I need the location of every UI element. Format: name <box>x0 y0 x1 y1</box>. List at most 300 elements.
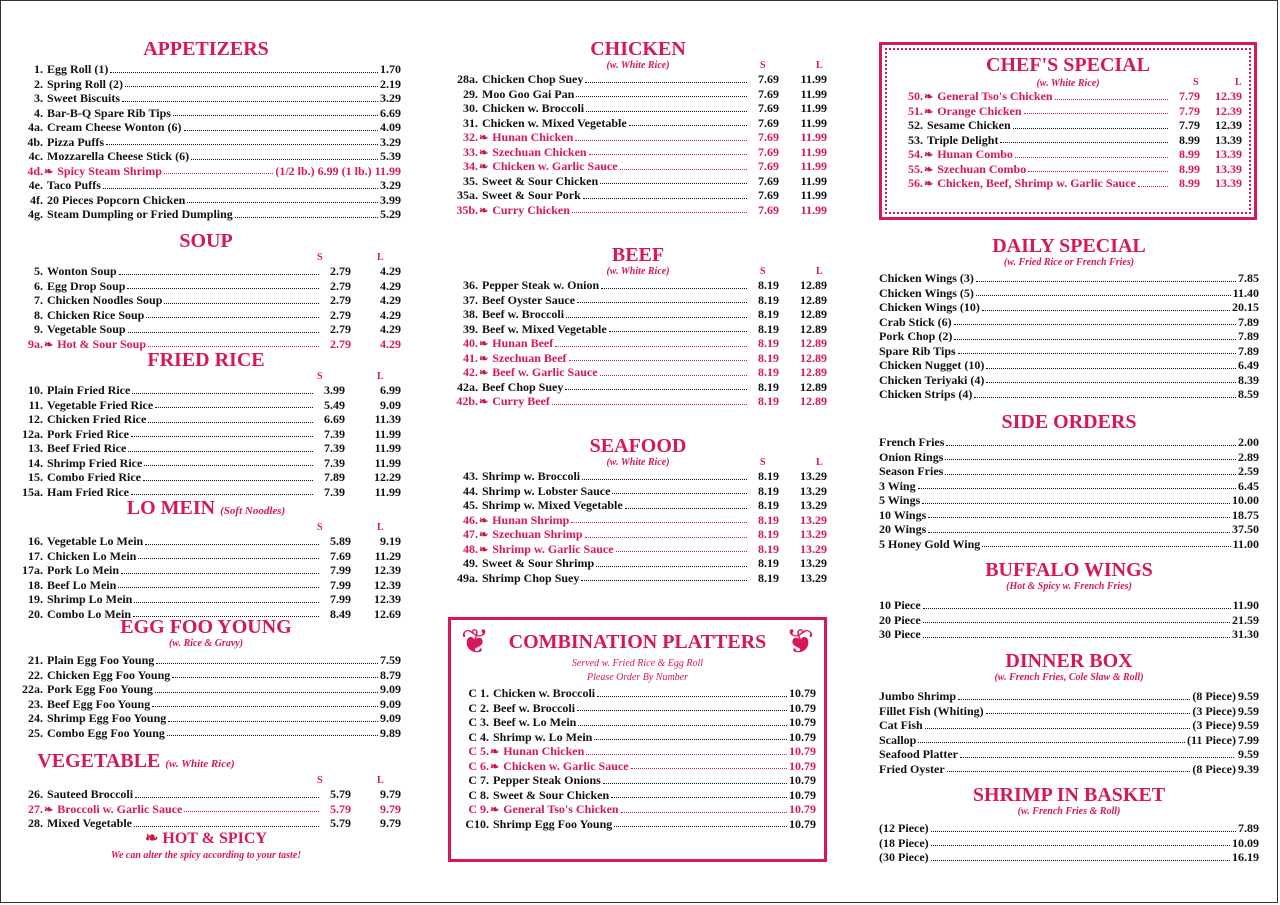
menu-item-row <box>448 394 827 409</box>
menu-item-row <box>895 89 1242 104</box>
size-small-label: S <box>760 60 766 71</box>
dot-leader <box>589 154 747 155</box>
menu-item-row <box>879 598 1259 613</box>
item-price: 16.19 <box>1232 850 1259 864</box>
price-small: 7.69 <box>758 144 779 159</box>
menu-item-row <box>448 469 827 484</box>
item-number: 3. <box>34 91 43 105</box>
item-price: 3.29 <box>380 134 401 149</box>
menu-item-row <box>21 787 401 802</box>
price-small: 7.69 <box>758 188 779 202</box>
price-small: 2.79 <box>330 336 351 351</box>
item-number: 11. <box>28 397 43 412</box>
menu-item-row <box>21 178 401 193</box>
menu-item-row <box>448 203 827 218</box>
item-quantity: (3 Piece) <box>1192 703 1236 718</box>
chicken-note: (w. White Rice) <box>606 60 670 71</box>
price-size-header <box>448 266 827 278</box>
item-name: Plain Egg Foo Young <box>47 653 155 667</box>
item-name: Fillet Fish (Whiting) <box>879 703 984 718</box>
dot-leader <box>946 445 1236 446</box>
item-name: Chicken Nugget (10) <box>879 358 985 372</box>
price-large: 11.29 <box>374 548 401 563</box>
item-number: C 3. <box>468 715 489 729</box>
item-price: 6.69 <box>380 105 401 120</box>
menu-item-row <box>461 715 816 730</box>
size-small-label: S <box>1193 77 1199 88</box>
item-name: Hunan Chicken <box>503 744 585 758</box>
pepper-icon: ❧ <box>44 338 54 351</box>
item-number: 52. <box>908 118 923 132</box>
item-price: 9.89 <box>380 725 401 740</box>
price-large: 13.39 <box>1215 147 1242 161</box>
menu-item-row <box>21 62 401 77</box>
price-small: 8.99 <box>1179 147 1200 161</box>
dot-leader <box>156 663 378 664</box>
size-small-label: S <box>317 371 323 382</box>
pepper-icon: ❧ <box>924 149 934 161</box>
item-quantity: (8 Piece) <box>1192 761 1236 776</box>
item-price: 10.79 <box>789 729 816 744</box>
item-number: 15a. <box>22 484 43 499</box>
item-name: Chicken w. Mixed Vegetable <box>482 115 627 130</box>
price-large: 4.29 <box>380 278 401 293</box>
dot-leader <box>625 508 747 509</box>
price-small: 7.69 <box>758 173 779 188</box>
chefs-special-box <box>879 42 1257 220</box>
item-name: Shrimp w. Lo Mein <box>493 729 593 744</box>
dot-leader <box>168 721 378 722</box>
item-name: Chicken Wings (10) <box>879 300 980 314</box>
dot-leader <box>146 317 319 318</box>
menu-item-row <box>21 682 401 697</box>
pepper-icon: ❧ <box>44 803 54 816</box>
item-name: Broccoli w. Garlic Sauce <box>57 801 183 816</box>
dot-leader <box>106 144 378 145</box>
item-number: 35. <box>463 173 478 188</box>
item-name: Shrimp w. Garlic Sauce <box>492 541 614 556</box>
dot-leader <box>931 845 1230 846</box>
section-title-chefs-special: CHEF'S SPECIAL <box>986 54 1150 76</box>
item-name: Spring Roll (2) <box>47 76 124 91</box>
item-name: Egg Drop Soup <box>47 278 126 293</box>
menu-item-row <box>448 498 827 513</box>
dot-leader <box>581 580 747 581</box>
item-price: 10.79 <box>789 802 816 816</box>
item-number: 37. <box>463 292 478 307</box>
dot-leader <box>585 82 747 83</box>
section-title-appetizers: APPETIZERS <box>143 38 269 60</box>
item-price: 2.19 <box>380 76 401 91</box>
menu-item-row <box>879 464 1259 479</box>
item-price: 1.70 <box>380 62 401 76</box>
item-number: 14. <box>28 455 43 470</box>
dot-leader <box>923 608 1231 609</box>
item-name: 20 Wings <box>879 522 927 536</box>
item-price: 11.00 <box>1232 536 1259 551</box>
price-large: 13.29 <box>800 483 827 498</box>
swirl-ornament-icon: ❦ <box>785 624 815 661</box>
item-number: 24. <box>28 711 43 725</box>
dot-leader <box>954 339 1236 340</box>
seafood-list <box>448 457 827 585</box>
item-number: 55. <box>908 161 923 176</box>
item-name: Vegetable Lo Mein <box>47 534 144 548</box>
price-large: 13.29 <box>800 527 827 541</box>
item-number: 41. <box>463 350 478 365</box>
dot-leader <box>597 696 787 697</box>
item-name: Sweet & Sour Pork <box>482 188 581 202</box>
item-price: 8.79 <box>380 667 401 682</box>
dot-leader <box>155 692 378 693</box>
item-number: 26. <box>28 787 43 801</box>
size-large-label: L <box>1235 77 1242 88</box>
pepper-icon: ❧ <box>490 746 500 758</box>
price-large: 13.29 <box>800 556 827 570</box>
item-number: 34. <box>463 159 478 173</box>
price-size-header <box>21 522 401 534</box>
section-title-chicken: CHICKEN <box>590 38 686 60</box>
item-price: 7.89 <box>1238 314 1259 329</box>
dot-leader <box>931 860 1230 861</box>
price-large: 11.99 <box>374 441 401 455</box>
menu-item-row <box>895 176 1242 191</box>
dot-leader <box>122 101 378 102</box>
dot-leader <box>576 96 747 97</box>
price-large: 11.99 <box>800 130 827 144</box>
price-small: 8.19 <box>758 483 779 498</box>
dot-leader <box>1028 171 1168 172</box>
item-number: 22. <box>28 667 43 682</box>
dot-leader <box>164 173 273 174</box>
item-number: 12a. <box>22 426 43 441</box>
dot-leader <box>1024 113 1168 114</box>
item-name: Shrimp Egg Foo Young <box>493 816 613 831</box>
price-large: 4.29 <box>380 264 401 278</box>
size-small-label: S <box>760 457 766 468</box>
item-number: 49. <box>463 556 478 570</box>
item-number: 43. <box>463 469 478 483</box>
price-small: 7.39 <box>324 441 345 455</box>
dot-leader <box>600 183 747 184</box>
item-number: 23. <box>28 696 43 711</box>
item-number: C 1. <box>468 686 489 700</box>
menu-item-row <box>21 264 401 279</box>
dot-leader <box>578 725 787 726</box>
item-price: 7.89 <box>1238 821 1259 835</box>
price-large: 12.89 <box>800 379 827 394</box>
price-small: 8.19 <box>758 278 779 292</box>
menu-item-row <box>21 578 401 593</box>
chefs-special-list <box>895 77 1242 191</box>
price-small: 8.19 <box>758 469 779 483</box>
item-name: Hot & Sour Soup <box>57 336 147 351</box>
dot-leader <box>1138 186 1168 187</box>
item-number: 19. <box>28 592 43 606</box>
menu-item-row <box>895 133 1242 148</box>
shrimp-basket-list <box>879 821 1259 865</box>
menu-item-row <box>879 508 1259 523</box>
dot-leader <box>187 202 378 203</box>
item-price: 18.75 <box>1232 507 1259 522</box>
menu-item-row <box>21 441 401 456</box>
section-title-shrimp-basket: SHRIMP IN BASKET <box>972 784 1166 806</box>
section-title-combination: COMBINATION PLATTERS <box>508 631 767 653</box>
dot-leader <box>1000 142 1168 143</box>
price-small: 8.19 <box>758 365 779 379</box>
item-name: Mozzarella Cheese Stick (6) <box>47 149 190 163</box>
menu-item-row <box>21 106 401 121</box>
item-number: 4e. <box>28 178 43 192</box>
item-price: 7.59 <box>380 653 401 667</box>
price-small: 7.39 <box>324 426 345 441</box>
beef-list <box>448 266 827 409</box>
menu-item-row <box>448 365 827 380</box>
item-number: 13. <box>28 441 43 455</box>
price-small: 7.79 <box>1179 89 1200 103</box>
price-large: 11.39 <box>374 412 401 426</box>
item-name: Chicken Egg Foo Young <box>47 667 171 682</box>
item-number: C 2. <box>468 700 489 715</box>
menu-item-row <box>21 563 401 578</box>
item-name: Curry Beef <box>492 394 550 408</box>
item-name: Moo Goo Gai Pan <box>482 86 575 101</box>
menu-item-row <box>448 527 827 542</box>
size-small-label: S <box>317 522 323 533</box>
item-name: Orange Chicken <box>937 103 1022 118</box>
combination-note-2: Please Order By Number <box>587 672 688 683</box>
item-name: Hunan Beef <box>492 336 554 350</box>
item-price: 2.89 <box>1238 449 1259 464</box>
size-small-label: S <box>760 266 766 277</box>
dot-leader <box>110 72 378 73</box>
item-price: 10.79 <box>789 686 816 700</box>
menu-item-row <box>879 344 1259 359</box>
item-name: 20 Pieces Popcorn Chicken <box>47 192 186 207</box>
price-small: 7.79 <box>1179 103 1200 118</box>
price-small: 5.79 <box>330 816 351 830</box>
item-name: Sesame Chicken <box>927 118 1011 132</box>
item-number: 56. <box>908 176 923 190</box>
item-name: Beef w. Mixed Vegetable <box>482 321 607 336</box>
item-number: 53. <box>908 132 923 147</box>
price-large: 13.39 <box>1215 132 1242 147</box>
menu-item-row <box>879 733 1259 748</box>
dot-leader <box>947 771 1191 772</box>
item-number: 27. <box>28 801 43 816</box>
dot-leader <box>922 503 1230 504</box>
dot-leader <box>134 602 319 603</box>
price-small: 8.19 <box>758 292 779 307</box>
menu-item-row <box>21 412 401 427</box>
dot-leader <box>144 465 313 466</box>
menu-item-row <box>461 788 816 803</box>
item-name: 20 Piece <box>879 612 921 627</box>
price-large: 12.89 <box>800 321 827 336</box>
item-name: Plain Fried Rice <box>47 383 131 397</box>
item-number: 44. <box>463 483 478 498</box>
menu-item-row <box>879 329 1259 344</box>
price-large: 11.99 <box>374 426 401 441</box>
item-number: 50. <box>908 89 923 103</box>
item-name: Egg Roll (1) <box>47 62 109 76</box>
menu-item-row <box>461 759 816 774</box>
menu-item-row <box>448 513 827 528</box>
dot-leader <box>982 546 1230 547</box>
menu-item-row <box>448 116 827 131</box>
menu-item-row <box>21 135 401 150</box>
price-large: 11.99 <box>800 144 827 159</box>
item-name: Combo Fried Rice <box>47 470 141 484</box>
shrimp-basket-note: (w. French Fries & Roll) <box>1017 806 1121 817</box>
dot-leader <box>565 389 747 390</box>
dot-leader <box>155 407 313 408</box>
price-small: 7.99 <box>330 577 351 592</box>
item-name: 5 Honey Gold Wing <box>879 536 981 551</box>
dot-leader <box>612 493 747 494</box>
price-small: 8.99 <box>1179 161 1200 176</box>
item-name: Beef Oyster Sauce <box>482 292 576 307</box>
menu-item-row <box>21 668 401 683</box>
dot-leader <box>571 522 747 523</box>
item-price: 10.79 <box>789 773 816 787</box>
pepper-icon: ❧ <box>479 367 489 379</box>
menu-item-row <box>879 493 1259 508</box>
menu-item-row <box>21 802 401 817</box>
item-price: 5.29 <box>380 207 401 221</box>
item-number: 4c. <box>28 149 43 163</box>
menu-item-row <box>879 387 1259 402</box>
dot-leader <box>582 479 747 480</box>
menu-item-row <box>21 592 401 607</box>
item-number: 32. <box>463 130 478 144</box>
item-number: 31. <box>463 115 478 130</box>
price-large: 9.19 <box>380 534 401 548</box>
item-name: Vegetable Fried Rice <box>47 397 154 412</box>
pepper-icon: ❧ <box>924 91 934 103</box>
menu-item-row <box>879 435 1259 450</box>
item-number: 2. <box>34 76 43 91</box>
item-price: 9.59 <box>1238 703 1259 718</box>
price-size-header <box>895 77 1242 89</box>
soup-list <box>21 252 401 351</box>
item-name: Beef w. Garlic Sauce <box>492 365 598 379</box>
dot-leader <box>121 573 319 574</box>
price-large: 4.29 <box>380 307 401 322</box>
section-title-daily-special: DAILY SPECIAL <box>992 235 1146 257</box>
price-small: 7.89 <box>324 470 345 484</box>
item-name: Fried Oyster <box>879 761 945 776</box>
menu-item-row <box>448 72 827 87</box>
dot-leader <box>184 130 378 131</box>
menu-item-row <box>21 383 401 398</box>
price-small: 7.69 <box>758 202 779 217</box>
dot-leader <box>138 558 319 559</box>
menu-item-row <box>448 484 827 499</box>
item-price: 9.09 <box>380 682 401 696</box>
egg-foo-young-note: (w. Rice & Gravy) <box>168 638 244 649</box>
vegetable-list <box>21 775 401 831</box>
price-large: 9.09 <box>380 397 401 412</box>
section-title-egg-foo-young: EGG FOO YOUNG <box>120 616 292 638</box>
dot-leader <box>572 212 747 213</box>
dot-leader <box>1013 128 1168 129</box>
price-small: 2.79 <box>330 278 351 293</box>
price-size-header <box>448 457 827 469</box>
pepper-icon: ❧ <box>479 396 489 408</box>
pepper-icon: ❧ <box>479 514 489 527</box>
menu-item-row <box>879 821 1259 836</box>
price-size-header <box>21 775 401 787</box>
item-number: 38. <box>463 307 478 321</box>
combination-list <box>461 686 816 831</box>
item-name: Szechuan Chicken <box>492 144 587 159</box>
price-small: 7.69 <box>758 115 779 130</box>
dot-leader <box>131 494 313 495</box>
item-number: 42a. <box>457 379 478 394</box>
size-large-label: L <box>816 60 823 71</box>
item-name: Onion Rings <box>879 449 944 464</box>
price-small: 2.79 <box>330 307 351 322</box>
dot-leader <box>958 699 1190 700</box>
dot-leader <box>954 324 1236 325</box>
dot-leader <box>976 295 1231 296</box>
item-name: Hunan Chicken <box>492 130 574 144</box>
section-title-fried-rice: FRIED RICE <box>147 349 265 371</box>
price-large: 13.29 <box>800 498 827 512</box>
dot-leader <box>958 353 1236 354</box>
item-name: Combo Egg Foo Young <box>47 725 165 740</box>
menu-item-row <box>461 817 816 832</box>
item-name: Chicken w. Garlic Sauce <box>503 758 629 773</box>
item-name: Beef Chop Suey <box>482 379 564 394</box>
item-name: 30 Piece <box>879 627 921 641</box>
price-large: 12.39 <box>374 577 401 592</box>
item-name: Pepper Steak Onions <box>493 773 601 787</box>
menu-item-row <box>895 104 1242 119</box>
size-large-label: L <box>377 371 384 382</box>
item-price: 7.85 <box>1238 271 1259 285</box>
daily-special-list <box>879 271 1259 402</box>
daily-special-note: (w. Fried Rice or French Fries) <box>1003 257 1135 268</box>
price-large: 11.99 <box>374 484 401 499</box>
price-large: 4.29 <box>380 322 401 336</box>
price-size-header <box>21 371 401 383</box>
dot-leader <box>125 86 378 87</box>
menu-item-row <box>448 571 827 586</box>
item-number: 16. <box>28 534 43 548</box>
price-large: 12.89 <box>800 336 827 350</box>
item-price: 2.00 <box>1238 435 1259 449</box>
menu-item-row <box>879 850 1259 865</box>
item-price: 20.15 <box>1232 300 1259 314</box>
price-large: 12.89 <box>800 350 827 365</box>
item-name: Scallop <box>879 732 917 747</box>
menu-item-row <box>461 686 816 701</box>
item-name: Chicken w. Broccoli <box>482 101 585 115</box>
price-small: 7.69 <box>758 101 779 115</box>
item-name: Curry Chicken <box>492 202 570 217</box>
item-price: 5.39 <box>380 149 401 163</box>
menu-item-row <box>879 613 1259 628</box>
menu-item-row <box>461 730 816 745</box>
item-number: C 6. <box>468 758 489 773</box>
dot-leader <box>603 783 787 784</box>
price-small: 8.19 <box>758 350 779 365</box>
menu-item-row <box>448 188 827 203</box>
item-name: Beef Egg Foo Young <box>47 696 151 711</box>
price-large: 12.89 <box>800 394 827 408</box>
